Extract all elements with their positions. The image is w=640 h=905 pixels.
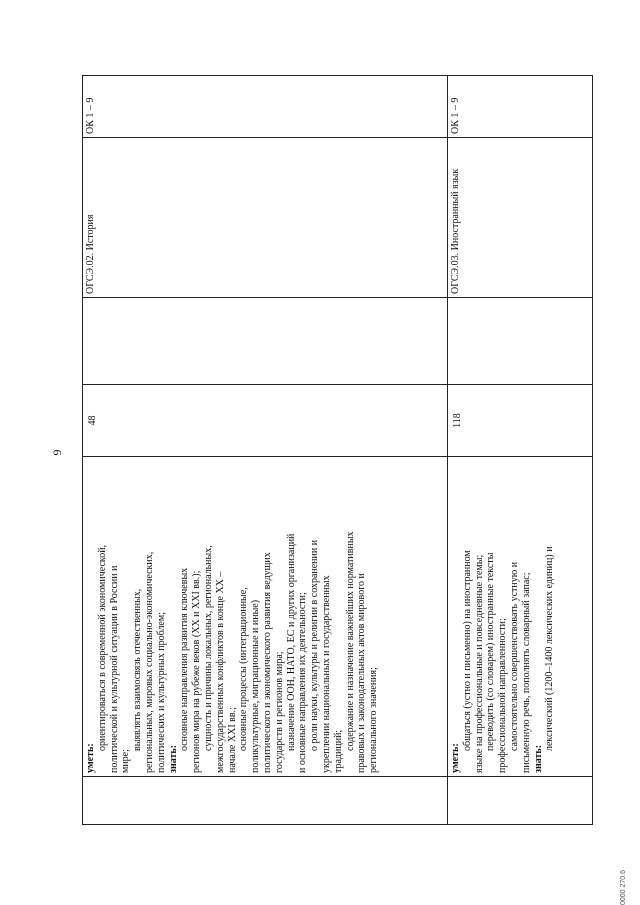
page-number: 9 — [50, 449, 64, 456]
discipline-cell — [448, 137, 592, 297]
content-line: профессиональной направленности; — [497, 618, 509, 773]
content-line: основные направления развития ключевых — [179, 567, 191, 751]
content-line: правовых и законодательных актов мирового и — [356, 573, 368, 773]
table-row — [448, 76, 592, 824]
hours-value: 118 — [452, 413, 463, 428]
discipline-name: ОГСЭ.02. История — [85, 214, 96, 294]
content-line: политической и культурной ситуации в России и — [108, 565, 120, 773]
competencies-cell — [448, 76, 592, 137]
index-cell — [448, 776, 592, 824]
hours-value: 48 — [87, 415, 98, 426]
content-line: переводить (со словарем) иностранные тексты — [485, 552, 497, 751]
hours-cell — [83, 384, 447, 456]
content-line: межгосударственных конфликтов в конце XX – — [214, 571, 226, 773]
content-line: основные процессы (интеграционные, — [238, 587, 250, 751]
competencies-value: ОК 1 – 9 — [450, 97, 461, 134]
section-heading: уметь: — [450, 743, 461, 773]
discipline-name: ОГСЭ.03. Иностранный язык — [450, 168, 461, 294]
content-line: регионов мира на рубеже веков (XX и XXI вв.); — [191, 570, 203, 773]
table-row — [83, 76, 448, 824]
footer-mark: 0000 270.6 — [620, 869, 627, 905]
competencies-cell — [83, 76, 447, 137]
content-line: о роли науки, культуры и религии в сохранении и — [309, 539, 321, 751]
content-line: ориентироваться в современной экономической, — [96, 544, 108, 751]
competencies-value: ОК 1 – 9 — [85, 97, 96, 134]
content-line: назначение ООН, НАТО, ЕС и других организаций — [285, 533, 297, 751]
content-cell — [448, 456, 592, 776]
extra-cell — [448, 297, 592, 384]
content-line: языке на профессиональные и повседневные темы; — [473, 554, 485, 773]
content-line: сущность и причины локальных, региональных, — [202, 545, 214, 751]
content-line: и основные направления их деятельности; — [297, 592, 309, 773]
content-line: политического и экономического развития ведущих — [261, 552, 273, 773]
content-line: лексический (1200–1400 лексических единиц) и — [544, 546, 556, 751]
content-line: мире; — [120, 749, 132, 773]
section-heading: знать: — [532, 744, 544, 773]
curriculum-table — [82, 75, 593, 825]
content-line: традиций; — [332, 729, 344, 773]
content-line: самостоятельно совершенствовать устную и — [508, 561, 520, 751]
content-line: укреплении национальных и государственных — [320, 575, 332, 773]
content-line: письменную речь, пополнять словарный запас; — [520, 572, 532, 773]
section-heading: уметь: — [85, 743, 96, 773]
discipline-cell — [83, 137, 447, 297]
content-line: начале XXI вв.; — [226, 707, 238, 773]
extra-cell — [83, 297, 447, 384]
content-line: регионального значения; — [368, 667, 380, 773]
content-cell — [83, 456, 447, 776]
content-line: политических и культурных проблем; — [155, 612, 167, 773]
index-cell — [83, 776, 447, 824]
content-line: поликультурные, миграционные и иные) — [250, 599, 262, 773]
content-line: региональных, мировых социально-экономических, — [143, 551, 155, 773]
content-line: общаться (устно и письменно) на иностранном — [461, 550, 473, 751]
section-heading: знать: — [167, 744, 179, 773]
content-line: выявлять взаимосвязь отечественных, — [132, 588, 144, 751]
content-line: государств и регионов мира; — [273, 651, 285, 773]
content-line: содержание и назначение важнейших нормативных — [344, 531, 356, 751]
hours-cell — [448, 384, 592, 456]
